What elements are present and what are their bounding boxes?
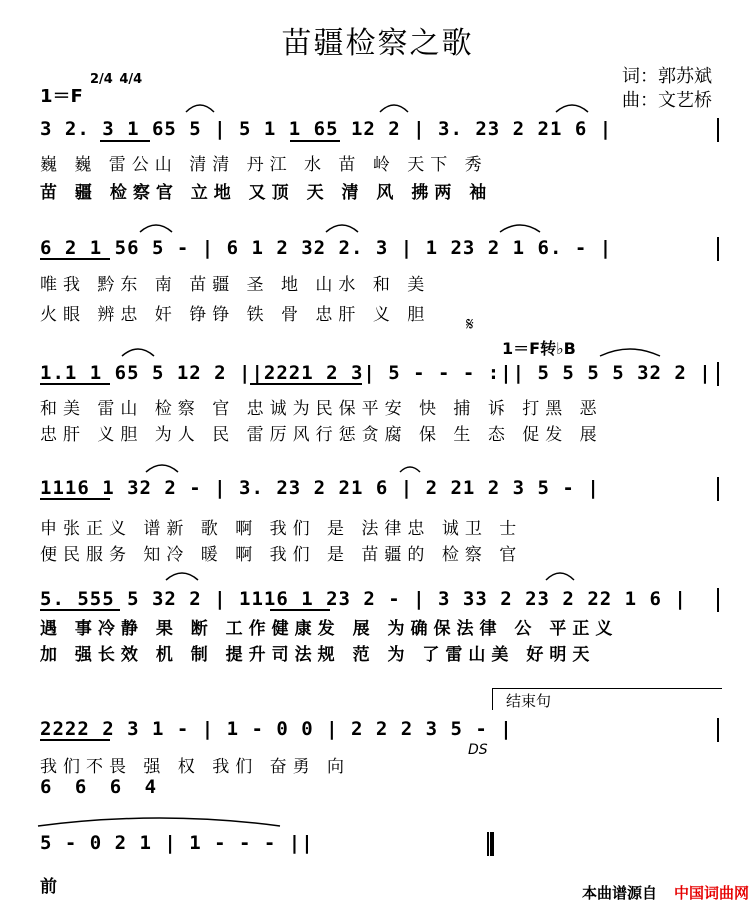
time-signature-a: 2/4: [90, 72, 113, 87]
score-row-3-lyrics-2: 忠肝 义胆 为人 民 雷厉风行惩贪腐 保 生 态 促发 展: [40, 425, 603, 445]
score-row-2-lyrics-2: 火眼 辨忠 奸 铮铮 铁 骨 忠肝 义 胆: [40, 305, 431, 325]
song-title: 苗疆检察之歌: [281, 26, 474, 61]
score-row-3-lyrics-1: 和美 雷山 检察 官 忠诚为民保平安 快 捕 诉 打黑 恶: [40, 399, 603, 419]
composer-credit: 曲：文艺桥: [622, 90, 712, 111]
score-row-4-lyrics-2: 便民服务 知冷 暖 啊 我们 是 苗疆的 检察 官: [40, 545, 523, 565]
modulation-marking: 1＝F转♭B: [502, 339, 576, 358]
score-row-7-lyrics-1: 前: [40, 877, 63, 897]
score-row-7-notes: 5 - 0 2 1 | 1 - - - ||: [40, 832, 314, 854]
score-row-6-notes: 2222 2 3 1 - | 1 - 0 0 | 2 2 2 3 5 - |: [40, 718, 513, 740]
segno-icon: 𝄋: [466, 314, 474, 335]
footer-source-text: 本曲谱源自: [581, 884, 657, 902]
score-row-6-lyrics-1: 我们不畏 强 权 我们 奋勇 向: [40, 757, 351, 777]
ending-label: 结束句: [506, 692, 552, 710]
score-row-4-lyrics-1: 申张正义 谱新 歌 啊 我们 是 法律忠 诚卫 士: [40, 519, 523, 539]
key-signature: 1＝F: [40, 86, 83, 107]
lyricist-credit: 词：郭苏斌: [622, 66, 712, 87]
score-row-2-notes: 6 2 1 56 5 - | 6 1 2 32 2. 3 | 1 23 2 1 6. - |: [40, 237, 613, 259]
score-row-1-notes: 3 2. 3 1 65 5 | 5 1 1 65 12 2 | 3. 23 2 21 6 |: [40, 118, 613, 140]
score-row-5-lyrics-1: 遇 事冷静 果 断 工作健康发 展 为确保法律 公 平正义: [40, 619, 619, 639]
footer-brand-logo[interactable]: 中国词曲网: [673, 884, 749, 902]
time-signature-b: 4/4: [119, 72, 143, 87]
score-row-1-lyrics-2: 苗 疆 检察官 立地 又顶 天 清 风 拂两 袖: [40, 183, 493, 203]
score-row-4-notes: 1116 1 32 2 - | 3. 23 2 21 6 | 2 21 2 3 5 - |: [40, 477, 600, 499]
score-row-3-notes: 1.1 1 65 5 12 2 ||2221 2 3| 5 - - - :|| 5 5 5 5 32 2 |: [40, 362, 712, 384]
score-row-5-notes: 5. 555 5 32 2 | 1116 1 23 2 - | 3 33 2 23 2 22 1 6 |: [40, 588, 687, 610]
score-row-2-lyrics-1: 唯我 黔东 南 苗疆 圣 地 山水 和 美: [40, 275, 431, 295]
dal-segno-mark: DS: [468, 742, 488, 758]
score-row-5-lyrics-2: 加 强长效 机 制 提升司法规 范 为 了雷山美 好明天: [40, 645, 596, 665]
score-row-6-lyrics-2: 6 6 6 4: [40, 776, 163, 798]
score-row-1-lyrics-1: 巍 巍 雷公山 清清 丹江 水 苗 岭 天下 秀: [40, 155, 488, 175]
